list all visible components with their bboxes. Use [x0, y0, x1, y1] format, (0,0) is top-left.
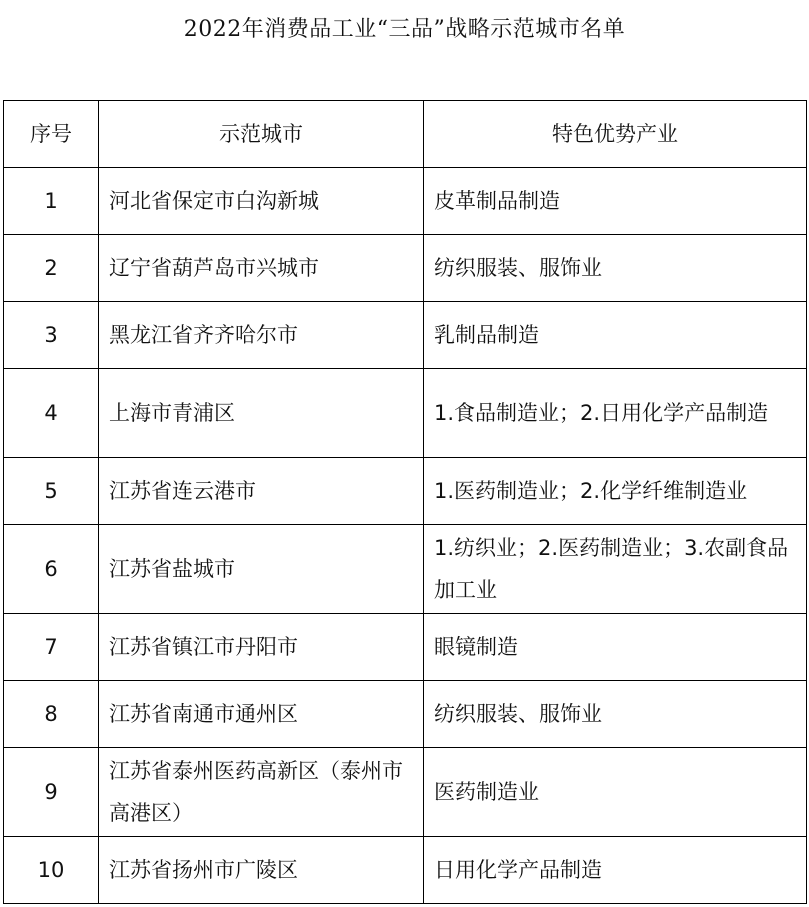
- row-city: 江苏省镇江市丹阳市: [99, 614, 424, 681]
- page-title: 2022年消费品工业“三品”战略示范城市名单: [183, 17, 626, 42]
- table-row: [4, 748, 807, 837]
- row-industry: 1.纺织业；2.医药制造业；3.农副食品加工业: [424, 525, 807, 614]
- table-row: [4, 525, 807, 614]
- table-header-row: [4, 101, 807, 168]
- table-row: [4, 837, 807, 904]
- row-city: 江苏省泰州医药高新区（泰州市高港区）: [99, 748, 424, 837]
- row-city: 江苏省南通市通州区: [99, 681, 424, 748]
- column-header-number: 序号: [4, 101, 99, 168]
- row-number: 1: [4, 168, 99, 235]
- table-row: [4, 235, 807, 302]
- column-header-industry: 特色优势产业: [424, 101, 807, 168]
- row-city: 辽宁省葫芦岛市兴城市: [99, 235, 424, 302]
- table-row: [4, 614, 807, 681]
- row-number: 2: [4, 235, 99, 302]
- row-industry: 医药制造业: [424, 748, 807, 837]
- row-industry: 1.食品制造业；2.日用化学产品制造: [424, 369, 807, 458]
- row-number: 10: [4, 837, 99, 904]
- row-number: 4: [4, 369, 99, 458]
- row-city: 黑龙江省齐齐哈尔市: [99, 302, 424, 369]
- row-industry: 皮革制品制造: [424, 168, 807, 235]
- row-number: 9: [4, 748, 99, 837]
- row-city: 河北省保定市白沟新城: [99, 168, 424, 235]
- row-number: 7: [4, 614, 99, 681]
- row-industry: 纺织服装、服饰业: [424, 235, 807, 302]
- row-city: 江苏省盐城市: [99, 525, 424, 614]
- row-city: 上海市青浦区: [99, 369, 424, 458]
- table-row: [4, 681, 807, 748]
- table-row: [4, 458, 807, 525]
- table-row: [4, 302, 807, 369]
- table-row: [4, 369, 807, 458]
- row-city: 江苏省连云港市: [99, 458, 424, 525]
- row-industry: 1.医药制造业；2.化学纤维制造业: [424, 458, 807, 525]
- row-city: 江苏省扬州市广陵区: [99, 837, 424, 904]
- column-header-city: 示范城市: [99, 101, 424, 168]
- row-number: 5: [4, 458, 99, 525]
- demo-city-table: [3, 100, 807, 904]
- row-number: 3: [4, 302, 99, 369]
- row-industry: 日用化学产品制造: [424, 837, 807, 904]
- row-industry: 纺织服装、服饰业: [424, 681, 807, 748]
- row-industry: 眼镜制造: [424, 614, 807, 681]
- row-industry: 乳制品制造: [424, 302, 807, 369]
- table-row: [4, 168, 807, 235]
- row-number: 8: [4, 681, 99, 748]
- row-number: 6: [4, 525, 99, 614]
